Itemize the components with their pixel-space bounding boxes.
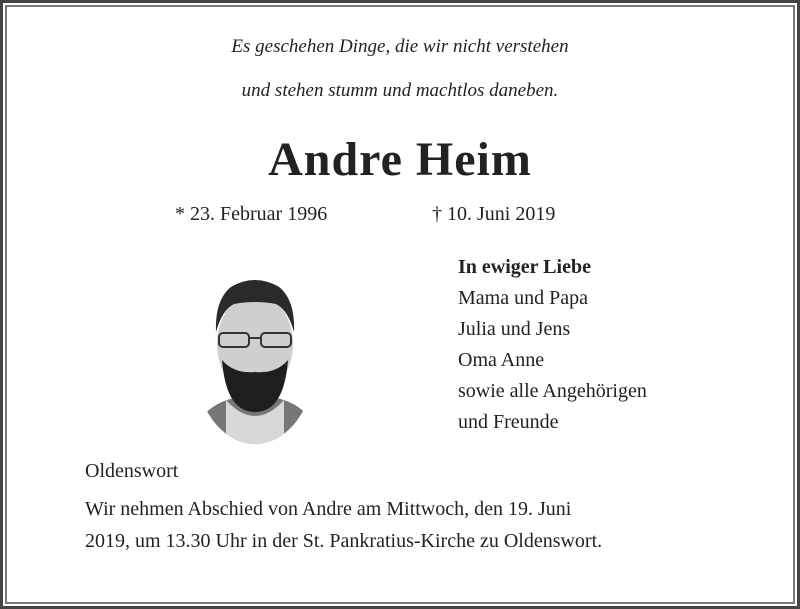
portrait-photo: [196, 272, 314, 444]
mourner-line: Julia und Jens: [458, 318, 571, 340]
mourner-line: Oma Anne: [458, 349, 545, 371]
birth-date: * 23. Februar 1996: [175, 203, 328, 225]
place-name: Oldenswort: [85, 460, 179, 482]
mourners-heading: In ewiger Liebe: [458, 256, 591, 278]
funeral-line-1: Wir nehmen Abschied von Andre am Mittwoch, den 19. Juni: [85, 498, 572, 520]
funeral-line-2: 2019, um 13.30 Uhr in der St. Pankratius-Kirche zu Oldenswort.: [85, 530, 603, 552]
verse-line-1: Es geschehen Dinge, die wir nicht verstehen: [231, 36, 569, 57]
mourner-line: Mama und Papa: [458, 287, 588, 309]
death-date: † 10. Juni 2019: [432, 203, 556, 225]
mourner-line: und Freunde: [458, 411, 559, 433]
verse-line-2: und stehen stumm und machtlos daneben.: [241, 80, 559, 101]
deceased-name: Andre Heim: [268, 133, 532, 186]
mourner-line: sowie alle Angehörigen: [458, 380, 647, 402]
